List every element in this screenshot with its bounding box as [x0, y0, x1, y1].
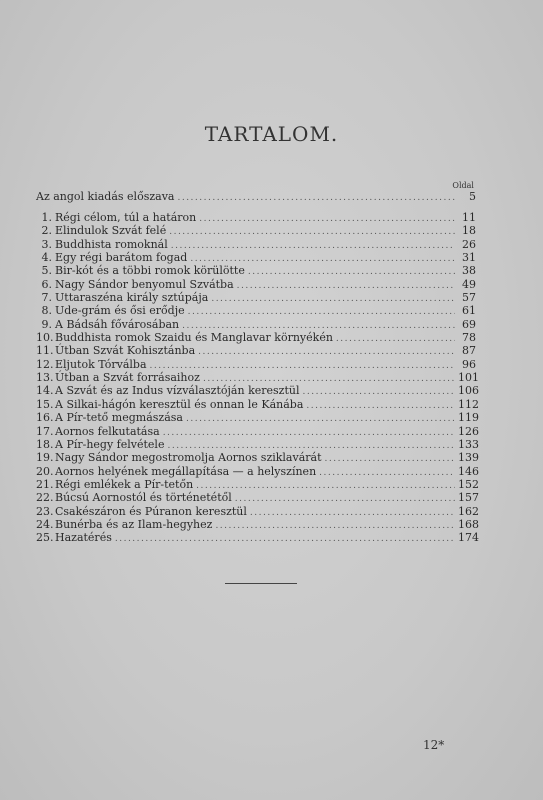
toc-entry-page: 96 [462, 357, 476, 371]
toc-entry-page: 157 [458, 491, 479, 505]
toc-entry-title: Uttaraszéna király sztúpája [55, 291, 209, 305]
toc-entry-page: 78 [462, 331, 476, 345]
toc-entry-page: 162 [458, 504, 479, 518]
dot-leader [188, 306, 455, 318]
toc-entry-title: Eljutok Tórválba [55, 357, 147, 371]
dot-leader [196, 480, 455, 492]
toc-entry-number: 12. [36, 357, 54, 371]
dot-leader [336, 333, 455, 345]
toc-row [36, 397, 479, 412]
toc-row [36, 517, 479, 532]
dot-leader [199, 213, 455, 225]
toc-row-preface [36, 191, 476, 204]
toc-entry-number: 3. [41, 237, 52, 251]
toc-row [36, 305, 476, 318]
toc-entry-number: 9. [41, 317, 52, 331]
dot-leader [215, 520, 455, 532]
toc-entry-number: 14. [36, 384, 54, 398]
toc-entry-title: Régi célom, túl a határon [55, 211, 197, 224]
toc-entry-title: A Silkai-hágón keresztül és onnan le Kánába [55, 397, 304, 411]
dot-leader [163, 427, 455, 439]
toc-entry-number: 5. [41, 264, 52, 278]
preface-entry-block [36, 191, 476, 204]
dot-leader [250, 507, 455, 519]
toc-entry-title: A Szvát és az Indus vízválasztóján keresztül [55, 384, 300, 398]
toc-row [36, 477, 479, 492]
toc-entry-number: 15. [36, 397, 54, 411]
dot-leader [235, 493, 455, 505]
toc-entry-title: Útban Szvát Kohisztánba [55, 344, 196, 358]
toc-entry-page: 31 [462, 251, 476, 265]
toc-entry-page: 112 [458, 397, 479, 411]
toc-entry-title: Régi emlékek a Pír-tetőn [55, 477, 194, 491]
toc-entry-title: Az angol kiadás előszava [36, 190, 175, 203]
toc-row [36, 265, 476, 278]
toc-entry-title: Bir-kót és a többi romok körülötte [55, 264, 245, 278]
toc-row [36, 292, 476, 305]
toc-row [36, 345, 476, 358]
toc-entry-title: Csakészáron és Púranon keresztül [55, 504, 247, 518]
toc-entry-title: Ude-grám és ősi erődje [55, 304, 185, 318]
toc-entry-title: Útban a Szvát forrásaihoz [55, 371, 200, 385]
dot-leader [169, 226, 455, 238]
toc-row [36, 384, 479, 398]
dot-leader [325, 453, 455, 465]
toc-entry-title: A Pír-hegy felvétele [55, 437, 165, 451]
toc-entry-number: 6. [41, 277, 52, 291]
dot-leader [302, 386, 455, 398]
toc-entry-number: 11. [36, 344, 54, 358]
toc-entry-title: Buddhista romok Szaidu és Manglavar környékén [55, 331, 333, 345]
dot-leader [186, 413, 455, 425]
toc-entry-number: 20. [36, 464, 54, 478]
toc-entry-page: 5 [469, 190, 476, 203]
dot-leader [171, 240, 455, 252]
toc-entry-title: Buddhista romoknál [55, 237, 168, 251]
toc-row [36, 504, 479, 519]
dot-leader [198, 346, 455, 358]
chapter-list [36, 211, 479, 546]
toc-entry-title: Elindulok Szvát felé [55, 224, 167, 238]
toc-entry-page: 119 [458, 411, 479, 425]
toc-entry-number: 18. [36, 437, 54, 451]
toc-entry-number: 8. [41, 304, 52, 318]
toc-entry-number: 17. [36, 424, 54, 438]
toc-entry-title: Egy régi barátom fogad [55, 251, 188, 265]
dot-leader [319, 467, 455, 479]
toc-row [36, 239, 476, 252]
toc-entry-number: 22. [36, 491, 54, 505]
toc-entry-page: 133 [458, 437, 479, 451]
toc-entry-number: 24. [36, 517, 54, 531]
toc-entry-page: 126 [458, 424, 479, 438]
toc-entry-number: 25. [36, 531, 54, 545]
dot-leader [177, 192, 455, 204]
toc-row [36, 424, 479, 439]
dot-leader [237, 280, 455, 292]
toc-row [36, 531, 479, 545]
toc-entry-number: 21. [36, 477, 54, 491]
toc-entry-title: A Bádsáh fővárosában [55, 317, 180, 331]
toc-entry-page: 87 [462, 344, 476, 358]
toc-entry-title: A Pír-tető megmászása [55, 411, 183, 425]
toc-entry-page: 57 [462, 291, 476, 305]
toc-entry-title: Bunérba és az Ilam-hegyhez [55, 517, 213, 531]
toc-entry-number: 13. [36, 371, 54, 385]
toc-entry-page: 49 [462, 277, 476, 291]
toc-row [36, 451, 479, 465]
toc-row [36, 212, 476, 225]
toc-entry-title: Búcsú Aornostól és történetétől [55, 491, 232, 505]
toc-entry-page: 101 [458, 371, 479, 385]
divider-rule [225, 583, 297, 584]
toc-entry-page: 168 [458, 517, 479, 531]
toc-row [36, 411, 479, 425]
toc-entry-number: 10. [36, 331, 54, 345]
toc-entry-page: 139 [458, 451, 479, 465]
toc-entry-page: 38 [462, 264, 476, 278]
toc-entry-page: 26 [462, 237, 476, 251]
toc-entry-page: 69 [462, 317, 476, 331]
toc-entry-title: Aornos felkutatása [55, 424, 160, 438]
toc-row [36, 279, 476, 292]
toc-entry-page: 11 [462, 211, 476, 224]
toc-entry-page: 18 [462, 224, 476, 238]
toc-row [36, 491, 479, 505]
toc-row [36, 464, 479, 479]
page-title: TARTALOM. [204, 122, 339, 146]
toc-entry-number: 4. [41, 251, 52, 265]
toc-entry-number: 19. [36, 451, 54, 465]
dot-leader [306, 400, 455, 412]
toc-entry-page: 146 [458, 464, 479, 478]
page-number: 12* [423, 738, 445, 752]
toc-entry-title: Hazatérés [55, 531, 112, 545]
toc-row [36, 319, 476, 332]
toc-row [36, 371, 479, 385]
toc-entry-page: 61 [462, 304, 476, 318]
toc-entry-title: Nagy Sándor megostromolja Aornos sziklavárát [55, 451, 322, 465]
toc-entry-page: 152 [458, 477, 479, 491]
toc-entry-page: 106 [458, 384, 479, 398]
toc-row [36, 252, 476, 265]
dot-leader [248, 266, 455, 278]
toc-entry-number: 7. [41, 291, 52, 305]
toc-entry-number: 1. [41, 211, 52, 224]
page-column-header: Oldal [452, 181, 474, 190]
dot-leader [115, 533, 455, 545]
toc-entry-number: 23. [36, 504, 54, 518]
toc-entry-title: Nagy Sándor benyomul Szvátba [55, 277, 234, 291]
toc-entry-title: Aornos helyének megállapítása — a helyszínen [55, 464, 317, 478]
dot-leader [211, 293, 455, 305]
toc-entry-number: 16. [36, 411, 54, 425]
toc-entry-page: 174 [458, 531, 479, 545]
toc-row [36, 225, 476, 238]
toc-entry-number: 2. [41, 224, 52, 238]
toc-row [36, 437, 479, 452]
